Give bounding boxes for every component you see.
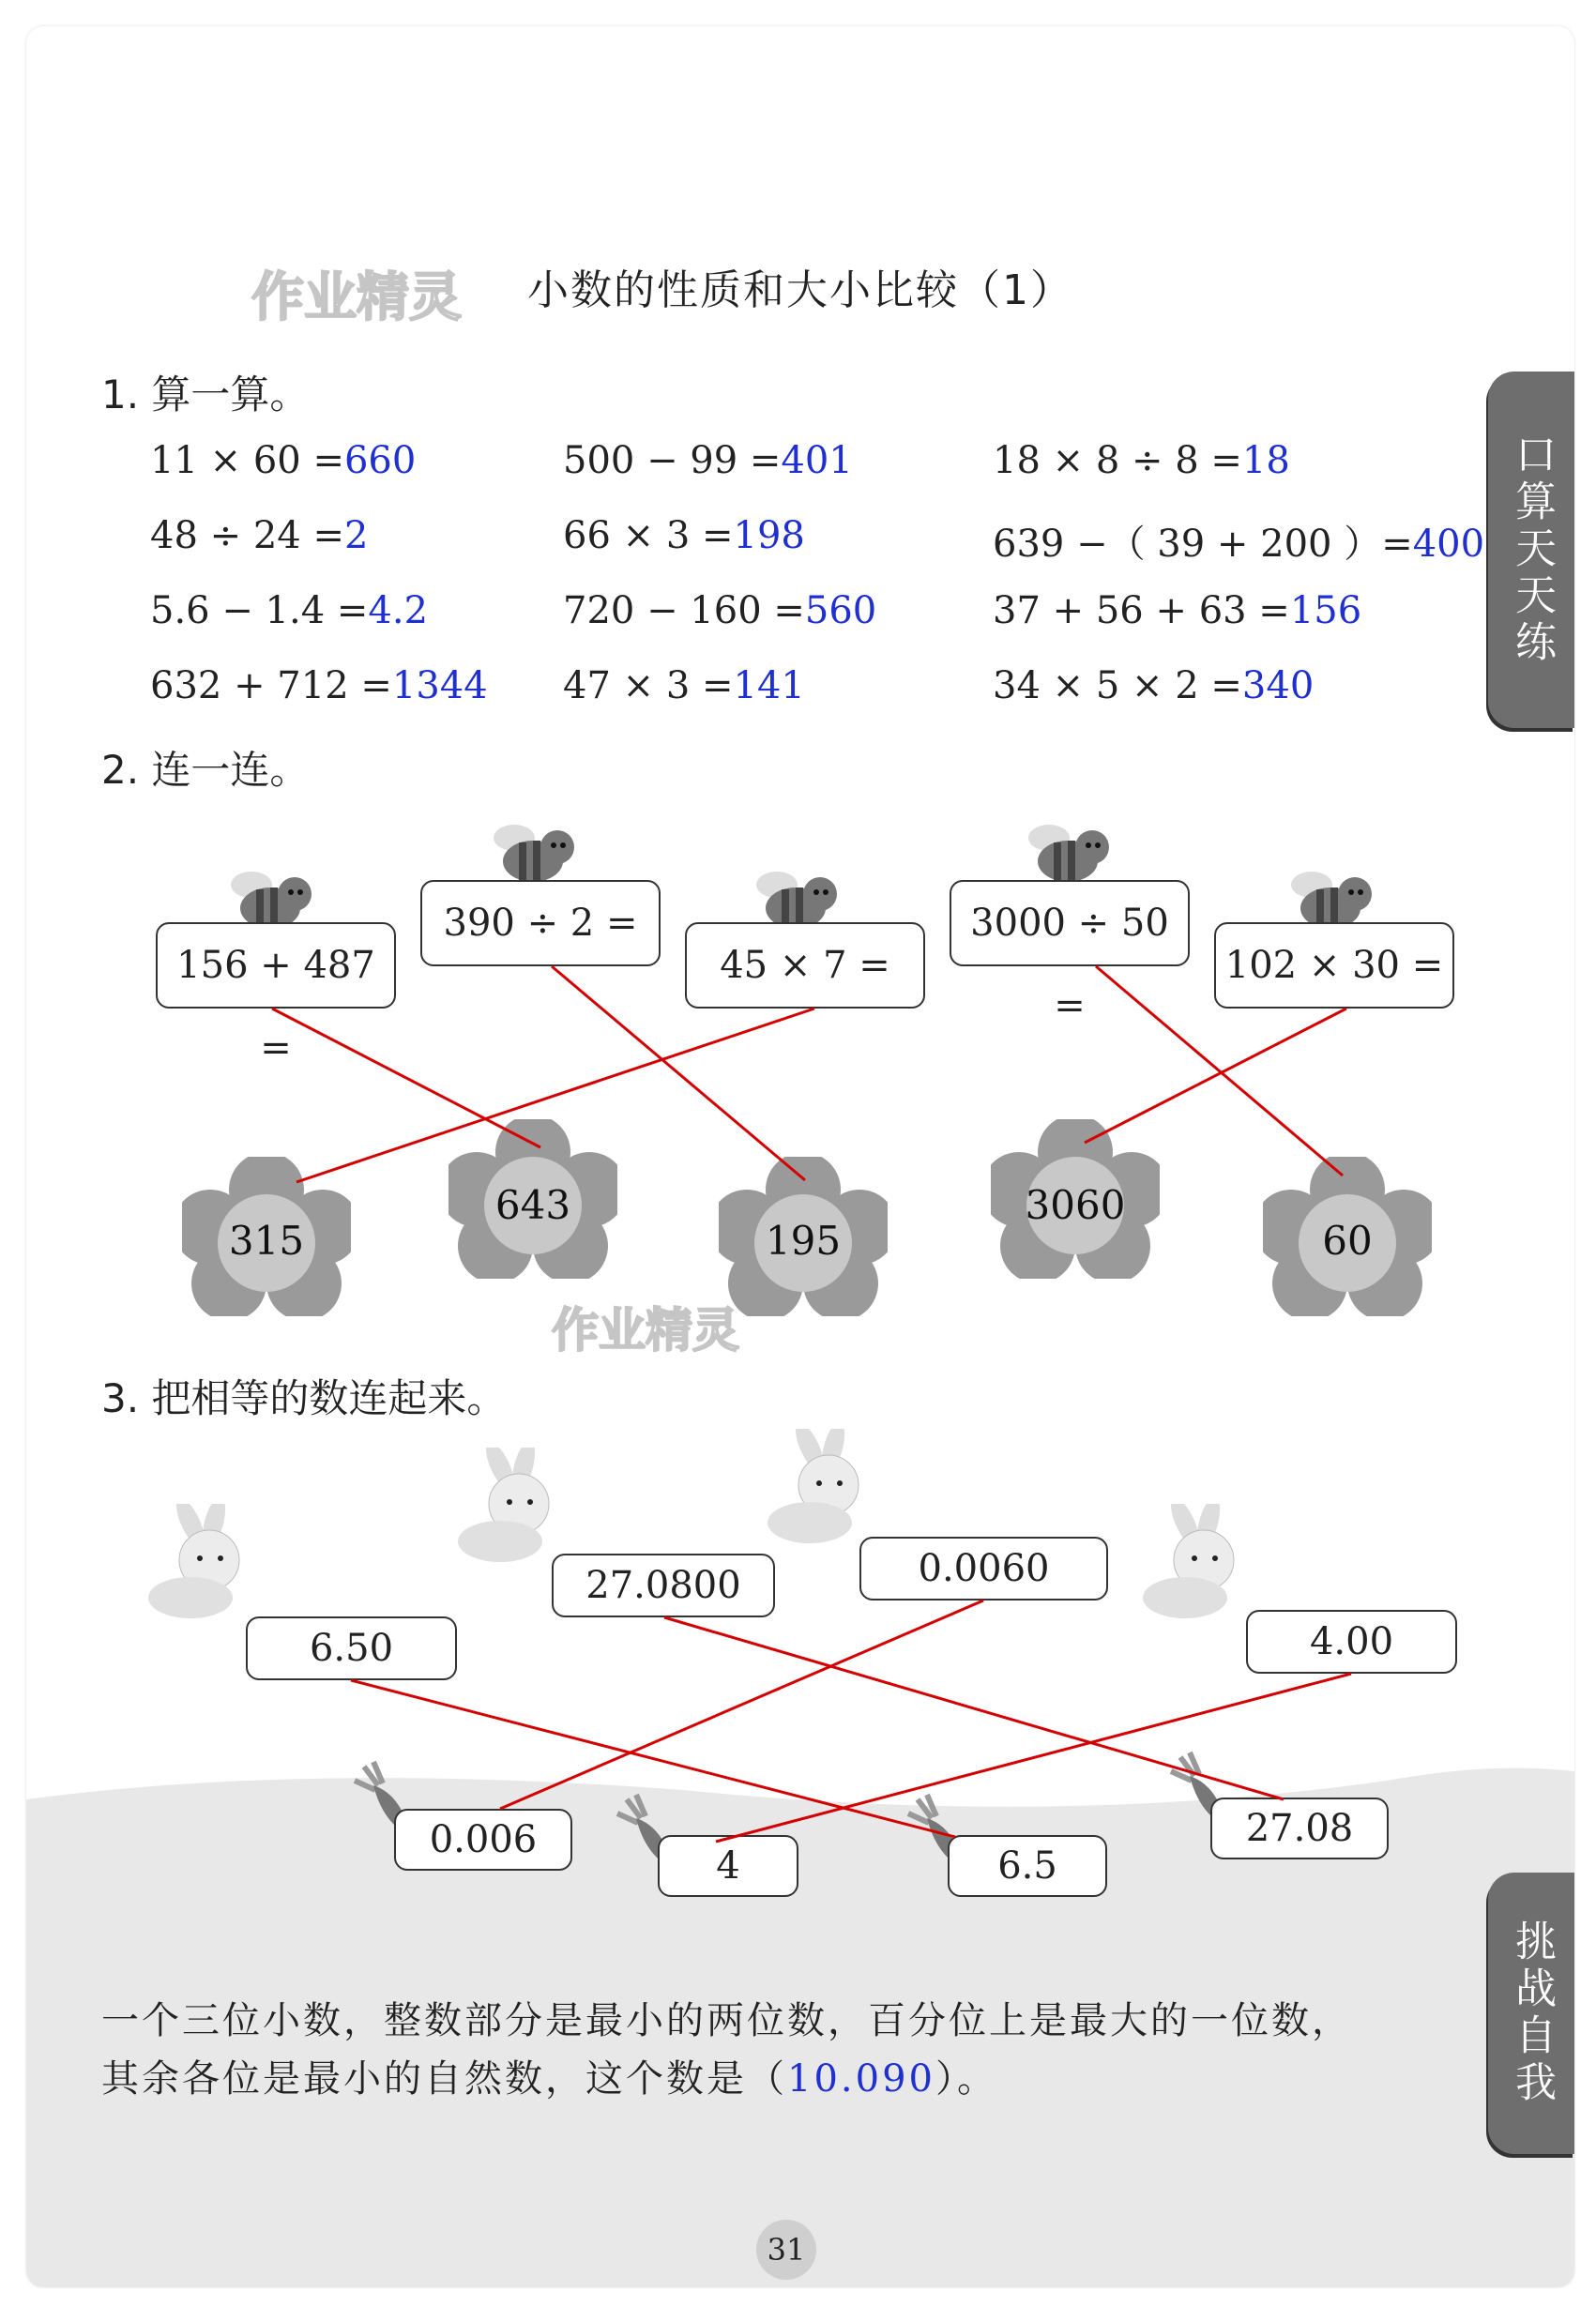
equation: 47 × 3 =141: [563, 664, 805, 707]
challenge-line-1: 一个三位小数，整数部分是最小的两位数，百分位上是最大的一位数，: [101, 1999, 1352, 2042]
equation: 66 × 3 =198: [563, 514, 805, 557]
challenge-question: [101, 1992, 1509, 2108]
page-number: 31: [756, 2220, 816, 2280]
bee-expression: 390 ÷ 2 =: [420, 880, 661, 966]
equation: 34 × 5 × 2 =340: [993, 664, 1315, 707]
equation: 720 − 160 =560: [563, 589, 877, 632]
match-line: [351, 1680, 955, 1837]
side-tab-challenge[interactable]: 挑战自我: [1488, 1873, 1574, 2154]
match-line: [552, 966, 805, 1180]
equation: 639 −（ 39 + 200 ）=400: [993, 523, 1485, 566]
page-title: 小数的性质和大小比较（1）: [527, 266, 1073, 314]
watermark: 作业精灵: [251, 267, 462, 328]
section-1-heading: 1. 算一算。: [101, 372, 310, 417]
workbook-page: [26, 26, 1574, 2287]
side-tab-oral-calc[interactable]: 口算天天练: [1488, 372, 1574, 728]
match-line: [1085, 1009, 1346, 1143]
match-line: [716, 1674, 1351, 1842]
equation: 11 × 60 =660: [150, 439, 417, 482]
bee-expression: 102 × 30 =: [1214, 922, 1454, 1009]
carrot-number: 6.5: [948, 1835, 1107, 1897]
bunny-number: 27.0800: [552, 1554, 775, 1617]
watermark: 作业精灵: [552, 1303, 739, 1358]
challenge-line-2: 其余各位是最小的自然数，这个数是（10.090）。: [101, 2057, 997, 2101]
flower-value: 643: [494, 1182, 571, 1228]
flower-value: 3060: [1025, 1182, 1126, 1228]
equation: 18 × 8 ÷ 8 =18: [993, 439, 1290, 482]
match-line: [500, 1601, 983, 1809]
answer-lines: [26, 26, 1574, 2287]
carrot-number: 27.08: [1210, 1798, 1389, 1859]
bee-expression: 45 × 7 =: [685, 922, 925, 1009]
section-2-heading: 2. 连一连。: [101, 747, 310, 793]
equation: 48 ÷ 24 =2: [150, 514, 369, 557]
carrot-number: 0.006: [394, 1809, 572, 1871]
flower-value: 315: [228, 1218, 305, 1264]
equation: 37 + 56 + 63 =156: [993, 589, 1362, 632]
section-3-heading: 3. 把相等的数连起来。: [101, 1375, 507, 1421]
bee-expression: 3000 ÷ 50 =: [950, 880, 1190, 966]
equation: 632 + 712 =1344: [150, 664, 488, 707]
bee-expression: 156 + 487 =: [156, 922, 396, 1009]
match-line: [1096, 966, 1343, 1176]
bunny-number: 4.00: [1246, 1610, 1457, 1674]
equation: 500 − 99 =401: [563, 439, 853, 482]
flower-value: 195: [765, 1218, 842, 1264]
bunny-number: 6.50: [246, 1616, 457, 1680]
challenge-answer: 10.090: [787, 2057, 935, 2101]
bunny-number: 0.0060: [859, 1537, 1108, 1601]
flower-value: 60: [1322, 1218, 1373, 1264]
carrot-number: 4: [658, 1835, 798, 1897]
match-line: [296, 1009, 814, 1182]
equation: 5.6 − 1.4 =4.2: [150, 589, 429, 632]
match-line: [272, 1009, 540, 1147]
